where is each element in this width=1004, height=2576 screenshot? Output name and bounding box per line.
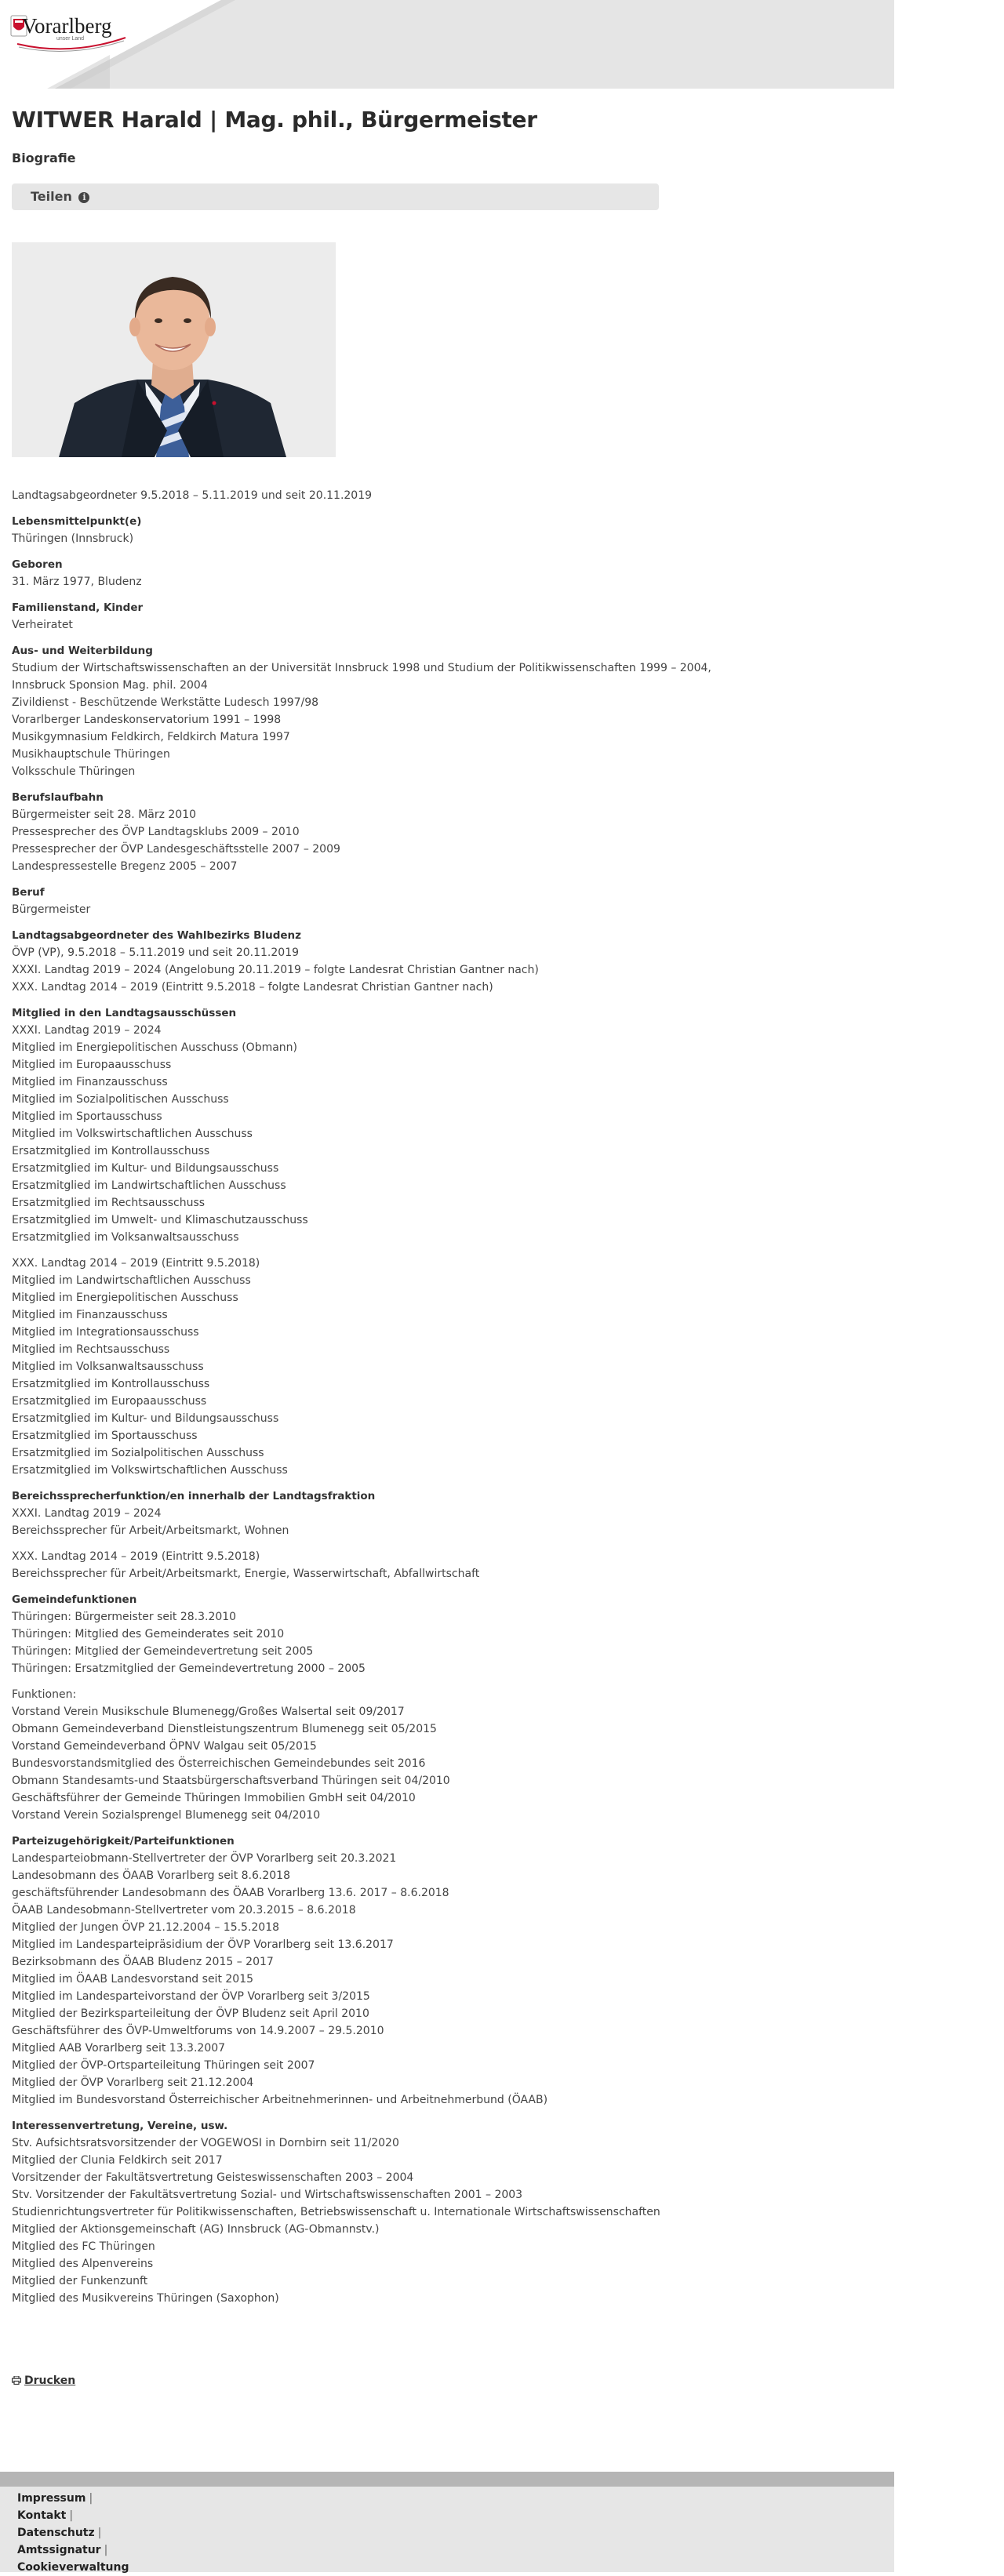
- section-line: Ersatzmitglied im Kultur- und Bildungsausschuss: [12, 1162, 279, 1175]
- footer-link-amtssignatur[interactable]: Amtssignatur: [17, 2544, 101, 2556]
- bio-intro: Landtagsabgeordneter 9.5.2018 – 5.11.2019 und seit 20.11.2019: [12, 489, 373, 502]
- section-line: Landesparteiobmann-Stellvertreter der ÖVP Vorarlberg seit 20.3.2021: [12, 1852, 397, 1865]
- print-link[interactable]: [12, 2374, 75, 2387]
- share-label: Teilen: [31, 189, 72, 204]
- section-line: Mitglied im Landesparteipräsidium der ÖVP Vorarlberg seit 13.6.2017: [12, 1938, 394, 1951]
- footer-separator: |: [97, 2527, 102, 2539]
- section-line: Stv. Vorsitzender der Fakultätsvertretung Sozial- und Wirtschaftswissenschaften 2001 – 2003: [12, 2189, 523, 2201]
- section-line: Vorstand Verein Musikschule Blumenegg/Großes Walsertal seit 09/2017: [12, 1706, 405, 1718]
- section-line: Mitglied des Musikvereins Thüringen (Saxophon): [12, 2292, 279, 2305]
- section-title: Geboren: [12, 558, 63, 571]
- section-line: Mitglied AAB Vorarlberg seit 13.3.2007: [12, 2042, 226, 2055]
- section-line: XXXI. Landtag 2019 – 2024 (Angelobung 20.11.2019 – folgte Landesrat Christian Gantner nach): [12, 964, 539, 976]
- footer-link-row: [17, 2490, 129, 2507]
- section-line: Mitglied der Aktionsgemeinschaft (AG) Innsbruck (AG-Obmannstv.): [12, 2223, 380, 2236]
- footer-link-row: [17, 2524, 129, 2541]
- section-title: Bereichssprecherfunktion/en innerhalb der Landtagsfraktion: [12, 1490, 376, 1502]
- print-label: Drucken: [24, 2374, 76, 2387]
- footer-link-row: [17, 2541, 129, 2559]
- section-line: Ersatzmitglied im Sportausschuss: [12, 1430, 198, 1442]
- section-line: Mitglied im Finanzausschuss: [12, 1309, 168, 1321]
- section-line: Mitglied im Finanzausschuss: [12, 1076, 168, 1088]
- section-line: Mitglied der ÖVP Vorarlberg seit 21.12.2004: [12, 2076, 254, 2089]
- section-line: Innsbruck Sponsion Mag. phil. 2004: [12, 679, 208, 692]
- logo-text: Vorarlberg: [22, 14, 112, 38]
- section-line: Mitglied der Clunia Feldkirch seit 2017: [12, 2154, 223, 2167]
- section-line: Mitglied der Funkenzunft: [12, 2275, 148, 2287]
- footer-link-datenschutz[interactable]: Datenschutz: [17, 2527, 95, 2539]
- section-title: Beruf: [12, 886, 45, 899]
- section-line: Mitglied im Integrationsausschuss: [12, 1326, 199, 1339]
- section-line: ÖVP (VP), 9.5.2018 – 5.11.2019 und seit 20.11.2019: [12, 946, 300, 959]
- section-line: Mitglied des FC Thüringen: [12, 2240, 155, 2253]
- section-line: Musikgymnasium Feldkirch, Feldkirch Matura 1997: [12, 731, 290, 743]
- page-title: WITWER Harald | Mag. phil., Bürgermeister: [12, 107, 537, 133]
- section-line: Bereichssprecher für Arbeit/Arbeitsmarkt, Energie, Wasserwirtschaft, Abfallwirtschaft: [12, 1568, 480, 1580]
- section-title: Mitglied in den Landtagsausschüssen: [12, 1007, 237, 1019]
- section-line: Thüringen: Mitglied der Gemeindevertretung seit 2005: [12, 1645, 314, 1658]
- site-footer: [0, 2487, 894, 2572]
- share-button[interactable]: [31, 189, 89, 204]
- footer-link-cookieverwaltung[interactable]: Cookieverwaltung: [17, 2561, 129, 2574]
- section-line: Bundesvorstandsmitglied des Österreichischen Gemeindebundes seit 2016: [12, 1757, 426, 1770]
- footer-divider: [0, 2472, 894, 2487]
- printer-icon: [12, 2376, 21, 2385]
- section-title: Parteizugehörigkeit/Parteifunktionen: [12, 1835, 235, 1848]
- section-line: Ersatzmitglied im Kontrollausschuss: [12, 1378, 210, 1390]
- section-title: Interessenvertretung, Vereine, usw.: [12, 2120, 228, 2132]
- section-line: Mitglied der Bezirksparteileitung der ÖVP Bludenz seit April 2010: [12, 2007, 369, 2020]
- section-line: Mitglied im Volksanwaltsausschuss: [12, 1361, 204, 1373]
- section-line: Bürgermeister seit 28. März 2010: [12, 808, 197, 821]
- portrait-photo: [12, 242, 336, 457]
- logo-subtext: unser Land: [56, 36, 85, 42]
- section-line: Zivildienst - Beschützende Werkstätte Ludesch 1997/98: [12, 696, 319, 709]
- section-title: Gemeindefunktionen: [12, 1593, 137, 1606]
- section-line: geschäftsführender Landesobmann des ÖAAB Vorarlberg 13.6. 2017 – 8.6.2018: [12, 1887, 449, 1899]
- section-line: Thüringen: Bürgermeister seit 28.3.2010: [12, 1611, 237, 1623]
- footer-separator: |: [104, 2544, 108, 2556]
- section-line: Studienrichtungsvertreter für Politikwissenschaften, Betriebswissenschaft u. Internationale Wirtschaftswissenschaften: [12, 2206, 660, 2218]
- section-line: XXX. Landtag 2014 – 2019 (Eintritt 9.5.2018 – folgte Landesrat Christian Gantner nach): [12, 981, 493, 994]
- section-line: Ersatzmitglied im Kultur- und Bildungsausschuss: [12, 1412, 279, 1425]
- section-line: Ersatzmitglied im Umwelt- und Klimaschutzausschuss: [12, 1214, 308, 1226]
- section-line: Ersatzmitglied im Europaausschuss: [12, 1395, 207, 1408]
- section-line: Landespressestelle Bregenz 2005 – 2007: [12, 860, 238, 873]
- section-line: Mitglied im Volkswirtschaftlichen Ausschuss: [12, 1128, 253, 1140]
- section-line: Bereichssprecher für Arbeit/Arbeitsmarkt, Wohnen: [12, 1524, 289, 1537]
- footer-link-kontakt[interactable]: Kontakt: [17, 2509, 67, 2522]
- section-line: Landesobmann des ÖAAB Vorarlberg seit 8.6.2018: [12, 1869, 290, 1882]
- section-line: Mitglied im ÖAAB Landesvorstand seit 2015: [12, 1973, 254, 1986]
- footer-link-row: [17, 2507, 129, 2524]
- section-line: 31. März 1977, Bludenz: [12, 576, 142, 588]
- section-line: Mitglied im Landesparteivorstand der ÖVP Vorarlberg seit 3/2015: [12, 1990, 370, 2003]
- section-title: Aus- und Weiterbildung: [12, 645, 153, 657]
- section-line: XXX. Landtag 2014 – 2019 (Eintritt 9.5.2018): [12, 1550, 260, 1563]
- section-line: ÖAAB Landesobmann-Stellvertreter vom 20.3.2015 – 8.6.2018: [12, 1904, 356, 1917]
- section-line: Ersatzmitglied im Sozialpolitischen Ausschuss: [12, 1447, 264, 1459]
- footer-link-impressum[interactable]: Impressum: [17, 2492, 86, 2505]
- section-line: Bezirksobmann des ÖAAB Bludenz 2015 – 2017: [12, 1956, 274, 1968]
- section-line: Mitglied im Sozialpolitischen Ausschuss: [12, 1093, 229, 1106]
- info-icon: i: [78, 192, 89, 203]
- section-line: Thüringen (Innsbruck): [12, 532, 134, 545]
- section-line: Thüringen: Mitglied des Gemeinderates seit 2010: [12, 1628, 285, 1640]
- main-content: [12, 107, 890, 2305]
- section-line: Stv. Aufsichtsratsvorsitzender der VOGEWOSI in Dornbirn seit 11/2020: [12, 2137, 399, 2149]
- section-line: Obmann Standesamts-und Staatsbürgerschaftsverband Thüringen seit 04/2010: [12, 1775, 450, 1787]
- person-portrait-icon: [12, 242, 336, 457]
- section-line: Ersatzmitglied im Landwirtschaftlichen Ausschuss: [12, 1179, 286, 1192]
- section-line: Mitglied im Landwirtschaftlichen Ausschuss: [12, 1274, 251, 1287]
- section-line: Mitglied im Energiepolitischen Ausschuss (Obmann): [12, 1041, 298, 1054]
- header-decoration: [0, 0, 894, 89]
- section-title: Landtagsabgeordneter des Wahlbezirks Bludenz: [12, 929, 301, 942]
- section-line: Ersatzmitglied im Volksanwaltsausschuss: [12, 1231, 239, 1244]
- section-line: Mitglied der Jungen ÖVP 21.12.2004 – 15.5.2018: [12, 1921, 280, 1934]
- biography-text: [12, 487, 890, 2316]
- section-line: Mitglied der ÖVP-Ortsparteileitung Thüringen seit 2007: [12, 2059, 315, 2072]
- site-header: [0, 0, 894, 89]
- section-line: Studium der Wirtschaftswissenschaften an der Universität Innsbruck 1998 und Studium der Politikwissenschaften 1999 – 2004,: [12, 662, 711, 674]
- section-line: Vorarlberger Landeskonservatorium 1991 – 1998: [12, 714, 282, 726]
- section-line: Obmann Gemeindeverband Dienstleistungszentrum Blumenegg seit 05/2015: [12, 1723, 437, 1735]
- section-line: Vorstand Gemeindeverband ÖPNV Walgau seit 05/2015: [12, 1740, 317, 1753]
- section-title: Lebensmittelpunkt(e): [12, 515, 142, 528]
- section-title: Familienstand, Kinder: [12, 601, 144, 614]
- footer-separator: |: [69, 2509, 74, 2522]
- section-line: Ersatzmitglied im Volkswirtschaftlichen Ausschuss: [12, 1464, 288, 1477]
- section-line: Mitglied im Sportausschuss: [12, 1110, 162, 1123]
- section-line: Ersatzmitglied im Kontrollausschuss: [12, 1145, 210, 1157]
- section-line: Vorsitzender der Fakultätsvertretung Geisteswissenschaften 2003 – 2004: [12, 2171, 414, 2184]
- section-line: Vorstand Verein Sozialsprengel Blumenegg seit 04/2010: [12, 1809, 321, 1822]
- page-subtitle: Biografie: [12, 151, 76, 165]
- footer-separator: |: [89, 2492, 93, 2505]
- share-bar: [12, 183, 659, 210]
- section-line: Pressesprecher der ÖVP Landesgeschäftsstelle 2007 – 2009: [12, 843, 340, 856]
- section-line: Verheiratet: [12, 619, 73, 631]
- section-line: Mitglied im Bundesvorstand Österreichischer Arbeitnehmerinnen- und Arbeitnehmerbund (ÖAAB): [12, 2094, 548, 2106]
- section-title: Berufslaufbahn: [12, 791, 104, 804]
- section-line: Funktionen:: [12, 1688, 77, 1701]
- section-line: Mitglied im Europaausschuss: [12, 1059, 172, 1071]
- section-line: Geschäftsführer des ÖVP-Umweltforums von 14.9.2007 – 29.5.2010: [12, 2025, 384, 2037]
- section-line: Thüringen: Ersatzmitglied der Gemeindevertretung 2000 – 2005: [12, 1662, 366, 1675]
- section-line: XXXI. Landtag 2019 – 2024: [12, 1507, 162, 1520]
- section-line: Mitglied im Energiepolitischen Ausschuss: [12, 1292, 238, 1304]
- footer-links: [17, 2490, 129, 2576]
- section-line: Ersatzmitglied im Rechtsausschuss: [12, 1197, 206, 1209]
- section-line: Mitglied des Alpenvereins: [12, 2258, 154, 2270]
- footer-link-row: [17, 2559, 129, 2576]
- section-line: Volksschule Thüringen: [12, 765, 136, 778]
- section-line: XXX. Landtag 2014 – 2019 (Eintritt 9.5.2018): [12, 1257, 260, 1270]
- section-line: Musikhauptschule Thüringen: [12, 748, 170, 761]
- section-line: Geschäftsführer der Gemeinde Thüringen Immobilien GmbH seit 04/2010: [12, 1792, 416, 1804]
- logo[interactable]: [8, 9, 133, 56]
- section-line: Pressesprecher des ÖVP Landtagsklubs 2009 – 2010: [12, 826, 300, 838]
- section-line: Mitglied im Rechtsausschuss: [12, 1343, 170, 1356]
- section-line: Bürgermeister: [12, 903, 91, 916]
- section-line: XXXI. Landtag 2019 – 2024: [12, 1024, 162, 1037]
